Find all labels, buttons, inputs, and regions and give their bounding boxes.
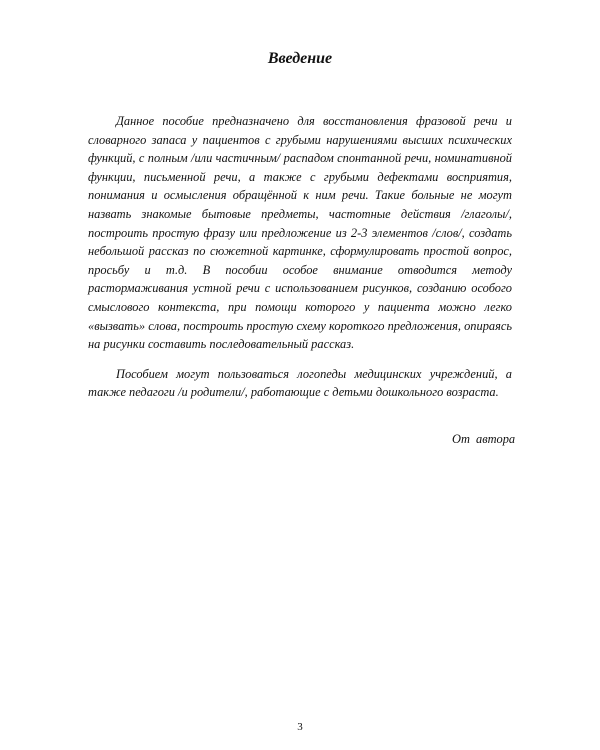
body-text xyxy=(88,112,512,402)
paragraph-audience: Пособием могут пользоваться логопеды медицинских учреждений, а также педагоги /и родители/, работающие с детьми дошкольного возраста. xyxy=(88,366,512,400)
author-signature: От автора xyxy=(452,432,516,446)
page-title: Введение xyxy=(267,50,333,67)
page-number: 3 xyxy=(297,721,303,733)
paragraph-intro: Данное пособие предназначено для восстановления фразовой речи и словарного запаса у пациентов с грубыми нарушениями высших психических функций, с полным /или частичным/ распадом спонтанной речи, номинативной функции, письменной речи, а также с грубыми дефектами восприятия, понимания и осмысления обращённой к ним речи. Такие больные не могут назвать знакомые бытовые предметы, частотные действия /глаголы/, построить простую фразу или предложение из 2-3 элементов /слов/, создать небольшой рассказ по сюжетной картинке, сформулировать простой вопрос, просьбу и т.д. В пособии особое внимание отводится методу растормаживания устной речи с использованием рисунков, созданию особого смыслового контекста, при помощи которого у пациента можно легко «вызвать» слова, построить простую схему короткого предложения, опираясь на рисунки составить последовательный рассказ. xyxy=(88,114,512,352)
